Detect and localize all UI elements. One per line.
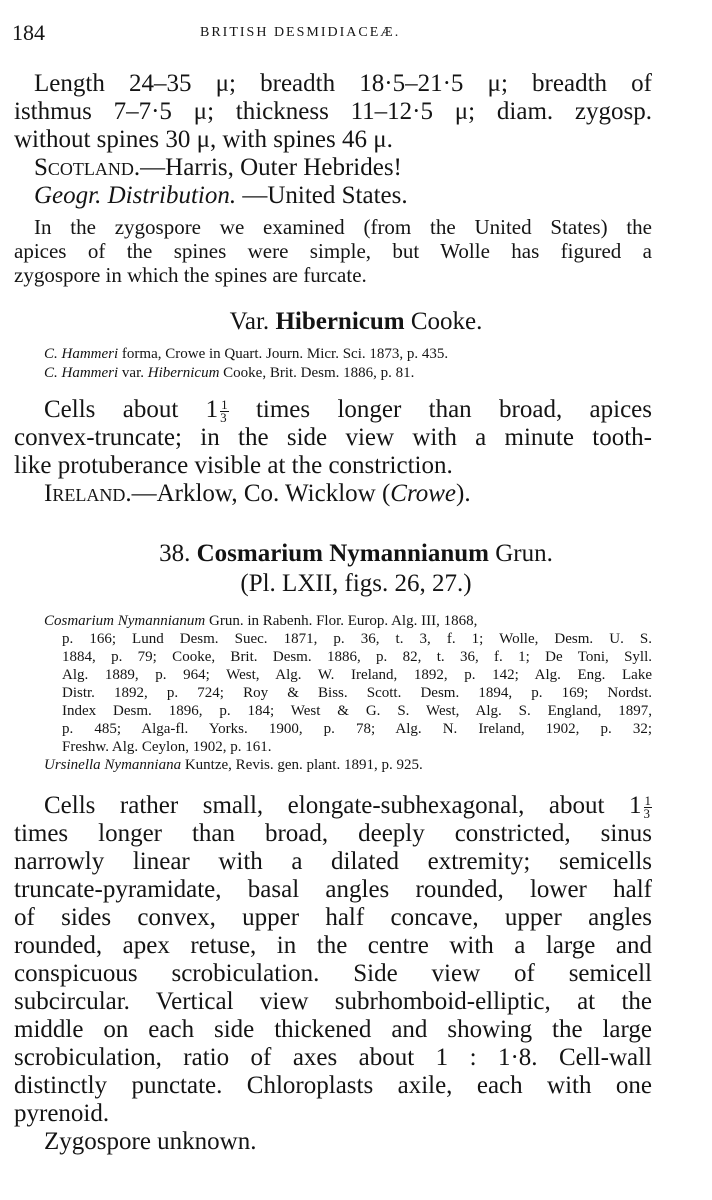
variety-desc-line-2: convex-truncate; in the side view with a minute tooth- xyxy=(14,424,652,451)
species-desc-line-3: narrowly linear with a dilated extremity; semicells xyxy=(14,848,652,875)
measurement-line-1: Length 24–35 μ; breadth 18·5–21·5 μ; breadth of xyxy=(34,70,652,97)
fraction-denominator: 3 xyxy=(220,409,227,425)
ireland-label: Ireland. xyxy=(44,480,132,507)
scotland-record xyxy=(34,154,402,182)
species-ref-line-9-text: Kuntze, Revis. gen. plant. 1891, p. 925. xyxy=(181,757,423,773)
zygospore-unknown: Zygospore unknown. xyxy=(44,1128,257,1155)
geographic-distribution xyxy=(34,182,408,210)
fraction-numerator: 1 xyxy=(221,396,228,412)
one-third-fraction xyxy=(643,792,653,821)
species-desc-line-10: scrobiculation, ratio of axes about 1 : 1·8. Cell-wall xyxy=(14,1044,652,1071)
variety-name: Hibernicum xyxy=(275,308,405,335)
fraction-numerator: 1 xyxy=(644,792,651,808)
measurement-line-2: isthmus 7–7·5 μ; thickness 11–12·5 μ; diam. zygosp. xyxy=(14,98,652,125)
variety-ref-2-text: Cooke, Brit. Desm. 1886, p. 81. xyxy=(219,365,415,381)
variety-ref-1-text: forma, Crowe in Quart. Journ. Micr. Sci. 1873, p. 435. xyxy=(118,346,449,362)
scotland-label: Scotland. xyxy=(34,154,141,181)
scotland-text: —Harris, Outer Hebrides! xyxy=(140,154,402,181)
species-ref-line-8: Freshw. Alg. Ceylon, 1902, p. 161. xyxy=(62,739,272,755)
species-desc-line-4: truncate-pyramidate, basal angles rounded, lower half xyxy=(14,876,652,903)
variety-desc-line-3: like protuberance visible at the constriction. xyxy=(14,452,453,479)
species-desc-line-9: middle on each side thickened and showing the large xyxy=(14,1016,652,1043)
species-desc-line-7: conspicuous scrobiculation. Side view of semicell xyxy=(14,960,652,987)
species-ref-line-7: p. 485; Alga-fl. Yorks. 1900, p. 78; Alg. N. Ireland, 1902, p. 32; xyxy=(62,721,652,737)
variety-prefix: Var. xyxy=(229,308,276,335)
species-desc-line-12: pyrenoid. xyxy=(14,1100,110,1127)
species-ref-line-5: Distr. 1892, p. 724; Roy & Biss. Scott. Desm. 1894, p. 169; Nordst. xyxy=(62,685,652,701)
zygo-note-line-1: In the zygospore we examined (from the United States) the xyxy=(34,215,652,239)
ireland-record xyxy=(44,480,471,508)
variety-ref-2-var: Hibernicum xyxy=(147,365,220,381)
species-desc-line-5: of sides convex, upper half concave, upper angles xyxy=(14,904,652,931)
species-desc-pre: Cells rather small, elongate-subhexagonal, about 1 xyxy=(44,792,642,819)
page-number: 184 xyxy=(12,20,45,45)
ireland-collector: Crowe xyxy=(390,480,457,507)
species-ref-line-6: Index Desm. 1896, p. 184; West & G. S. West, Alg. S. England, 1897, xyxy=(62,703,652,719)
species-plate-reference: (Pl. LXII, figs. 26, 27.) xyxy=(240,570,472,597)
species-ref-synonym: Ursinella Nymanniana xyxy=(44,757,182,773)
variety-ref-1-taxon: C. Hammeri xyxy=(44,346,119,362)
species-name: Cosmarium Nymannianum xyxy=(196,540,489,567)
variety-desc-post: times longer than broad, apices xyxy=(228,396,652,423)
species-ref-line-3: 1884, p. 79; Cooke, Brit. Desm. 1886, p. 82, t. 36, f. 1; De Toni, Syll. xyxy=(62,649,652,665)
fraction-denominator: 3 xyxy=(643,805,650,821)
species-number: 38. xyxy=(159,540,197,567)
one-third-fraction xyxy=(220,396,229,425)
species-desc-line-11: distinctly punctate. Chloroplasts axile, each with one xyxy=(14,1072,652,1099)
species-author: Grun. xyxy=(489,540,553,567)
variety-ref-2 xyxy=(44,364,414,382)
species-desc-line-2: times longer than broad, deeply constricted, sinus xyxy=(14,820,652,847)
variety-ref-2-taxon: C. Hammeri xyxy=(44,365,119,381)
species-desc-line-6: rounded, apex retuse, in the centre with a large and xyxy=(14,932,652,959)
species-heading xyxy=(0,540,712,568)
zygo-note-line-2: apices of the spines were simple, but Wolle has figured a xyxy=(14,239,652,263)
geogr-label: Geogr. Distribution. xyxy=(34,182,237,209)
variety-ref-2-mid: var. xyxy=(118,365,148,381)
species-desc-line-1 xyxy=(44,792,652,820)
species-ref-line-9 xyxy=(44,756,423,774)
species-desc-line-8: subcircular. Vertical view subrhomboid-elliptic, at the xyxy=(14,988,652,1015)
species-ref-line-4: Alg. 1889, p. 964; West, Alg. W. Ireland, 1892, p. 142; Alg. Eng. Lake xyxy=(62,667,652,683)
ireland-text: —Arklow, Co. Wicklow ( xyxy=(131,480,391,507)
geogr-text: —United States. xyxy=(236,182,408,209)
ireland-close: ). xyxy=(456,480,471,507)
running-title: BRITISH DESMIDIACEÆ. xyxy=(200,25,401,40)
variety-heading xyxy=(0,308,712,336)
species-ref-line-2: p. 166; Lund Desm. Suec. 1871, p. 36, t. 3, f. 1; Wolle, Desm. U. S. xyxy=(62,631,652,647)
measurement-line-3: without spines 30 μ, with spines 46 μ. xyxy=(14,126,393,153)
variety-ref-1 xyxy=(44,345,448,363)
zygo-note-line-3: zygospore in which the spines are furcate. xyxy=(14,263,367,287)
species-ref-taxon: Cosmarium Nymannianum xyxy=(44,613,206,629)
variety-desc-pre: Cells about 1 xyxy=(44,396,219,423)
species-ref-line-1 xyxy=(44,612,477,630)
variety-author: Cooke. xyxy=(404,308,483,335)
variety-desc-line-1 xyxy=(44,396,652,424)
species-ref-line-1-text: Grun. in Rabenh. Flor. Europ. Alg. III, 1868, xyxy=(205,613,478,629)
